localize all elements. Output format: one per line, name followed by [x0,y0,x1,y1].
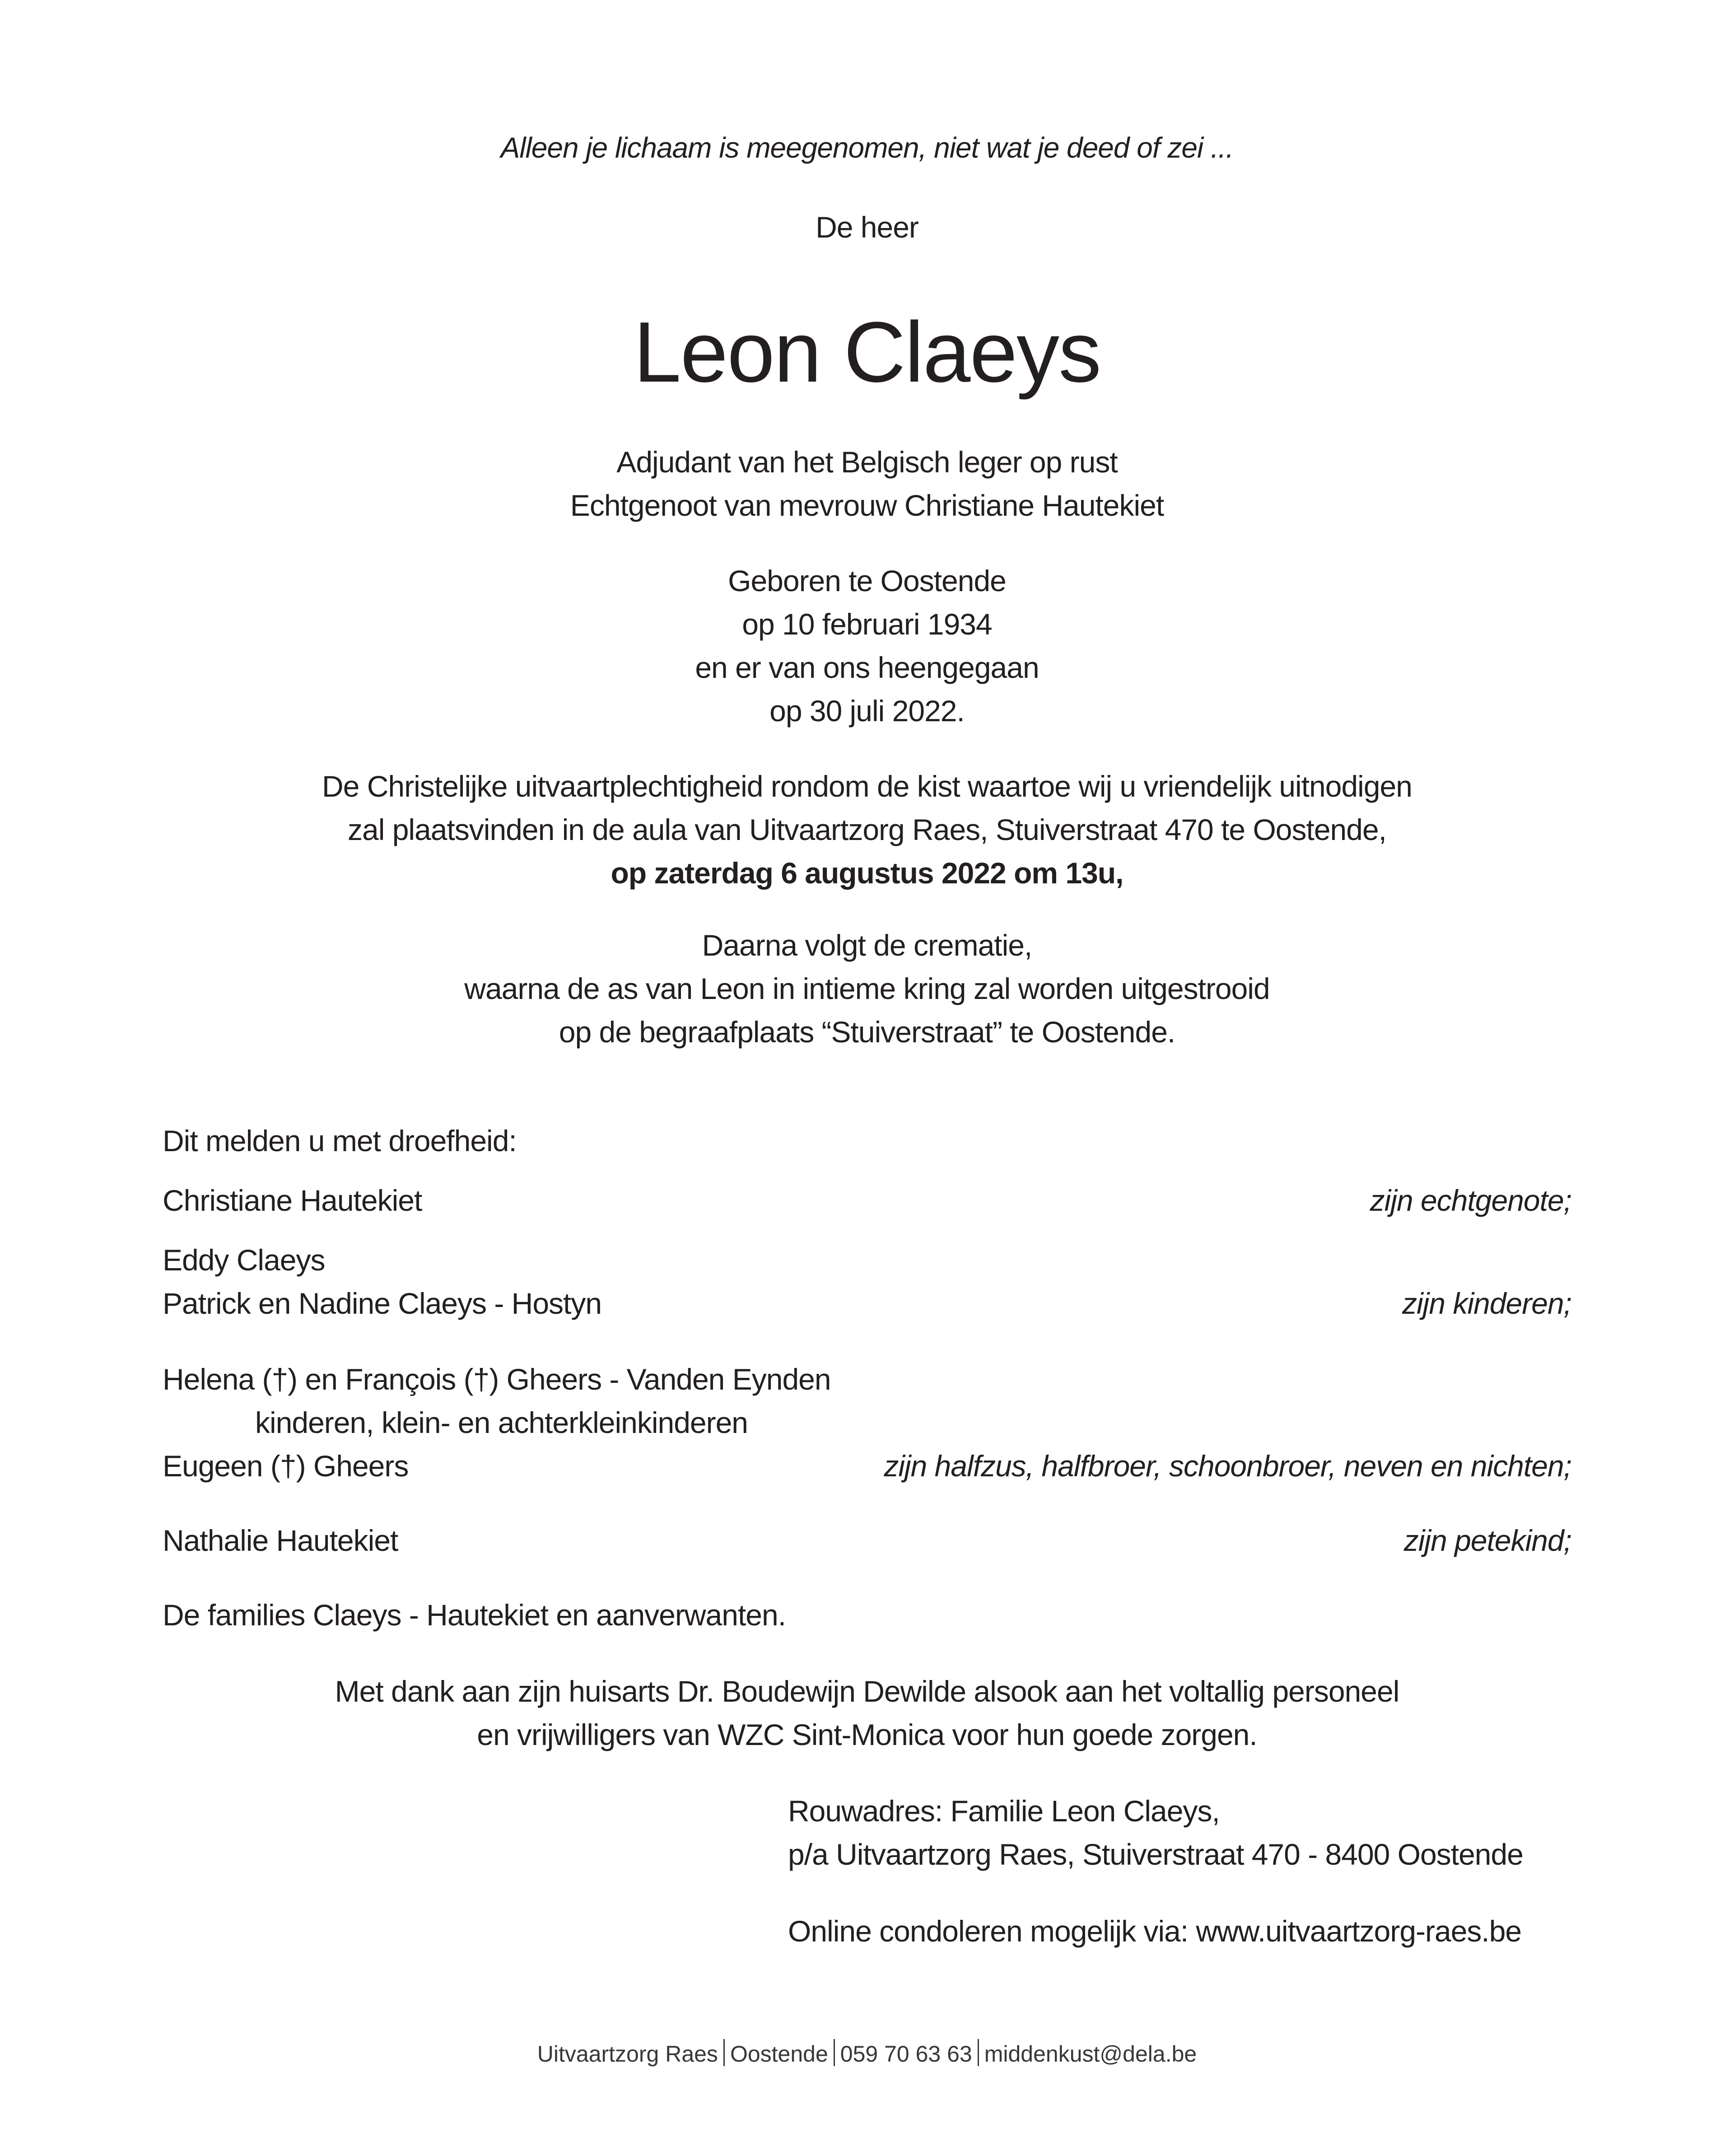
family-name: Helena (†) en François (†) Gheers - Vanden Eynden [163,1363,831,1396]
thanks-line-1: Met dank aan zijn huisarts Dr. Boudewijn Dewilde alsook aan het voltallig personeel [335,1675,1399,1708]
cremation-line-1: Daarna volgt de crematie, [702,929,1032,962]
family-relation: zijn halfzus, halfbroer, schoonbroer, neven en nichten; [884,1449,1571,1483]
family-relation: zijn echtgenote; [1370,1184,1571,1217]
family-relation: zijn kinderen; [1402,1287,1571,1320]
salutation: De heer [816,210,918,244]
ceremony-line-2: zal plaatsvinden in de aula van Uitvaartzorg Raes, Stuiverstraat 470 te Oostende, [347,813,1387,846]
born-place: Geboren te Oostende [728,564,1006,597]
divider [834,2039,835,2066]
divider [723,2039,725,2066]
ceremony-date: op zaterdag 6 augustus 2022 om 13u, [611,856,1123,890]
family-name: Nathalie Hautekiet [163,1524,398,1557]
divider [978,2039,979,2066]
title-line-2: Echtgenoot van mevrouw Christiane Hautekiet [570,489,1164,522]
passed-text: en er van ons heengegaan [695,651,1039,684]
family-name: Christiane Hautekiet [163,1184,422,1217]
online-condolence [788,1909,1521,1953]
condolence-link[interactable]: www.uitvaartzorg-raes.be [1196,1914,1522,1948]
family-closing: De families Claeys - Hautekiet en aanverwanten. [163,1598,786,1632]
cremation-line-3: op de begraafplaats “Stuiverstraat” te Oostende. [559,1015,1175,1049]
family-intro: Dit melden u met droefheid: [163,1124,517,1157]
family-name: Eddy Claeys [163,1243,325,1277]
family-relation: zijn petekind; [1403,1524,1571,1557]
online-condolence-label: Online condoleren mogelijk via: [788,1914,1196,1948]
footer [0,2039,1734,2067]
deceased-name: Leon Claeys [633,304,1101,400]
born-date: op 10 februari 1934 [742,607,992,641]
family-name: Patrick en Nadine Claeys - Hostyn [163,1287,602,1320]
title-line-1: Adjudant van het Belgisch leger op rust [616,445,1118,479]
family-name: Eugeen (†) Gheers [163,1449,409,1483]
footer-phone: 059 70 63 63 [840,2041,972,2067]
footer-company: Uitvaartzorg Raes [537,2041,718,2067]
rouwadres-address: p/a Uitvaartzorg Raes, Stuiverstraat 470 - 8400 Oostende [788,1838,1523,1871]
thanks-line-2: en vrijwilligers van WZC Sint-Monica voor hun goede zorgen. [477,1718,1257,1751]
opening-quote: Alleen je lichaam is meegenomen, niet wat je deed of zei ... [500,131,1234,164]
footer-email[interactable]: middenkust@dela.be [984,2041,1197,2067]
passed-date: op 30 juli 2022. [769,694,965,728]
ceremony-line-1: De Christelijke uitvaartplechtigheid rondom de kist waartoe wij u vriendelijk uitnodigen [322,770,1412,803]
footer-city: Oostende [730,2041,828,2067]
rouwadres: Rouwadres: Familie Leon Claeys, [788,1794,1220,1828]
family-name-sub: kinderen, klein- en achterkleinkinderen [255,1406,748,1439]
cremation-line-2: waarna de as van Leon in intieme kring zal worden uitgestrooid [464,972,1270,1005]
